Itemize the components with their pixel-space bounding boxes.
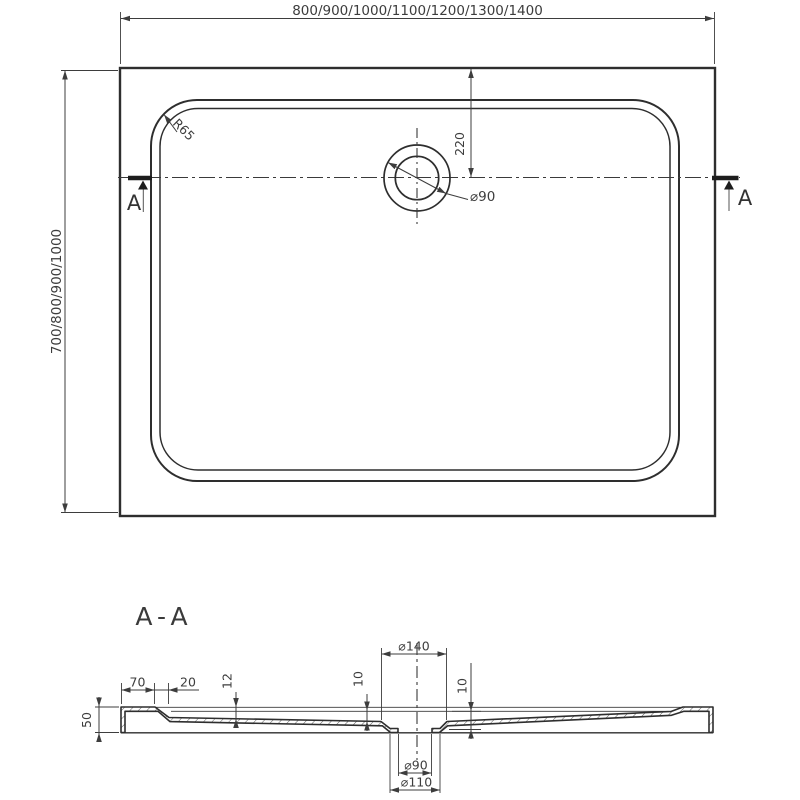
flange-width-text: 70 (129, 674, 146, 690)
drain-hole-diameter-text: ⌀90 (404, 757, 428, 773)
drain-offset-text: 220 (452, 132, 467, 156)
section-title: A-A (135, 602, 193, 631)
recess-top-diameter-dimension (382, 639, 447, 721)
cut-direction-arrow (138, 181, 148, 190)
cut-direction-arrow (724, 181, 734, 190)
shell-cross-section-left (121, 707, 398, 733)
section-cut-marker-left (127, 178, 152, 215)
section-view (79, 602, 713, 793)
recess-depth-dimension (449, 663, 481, 739)
slope-width-text: 20 (180, 674, 196, 690)
drain-diameter-dimension (388, 163, 495, 206)
corner-radius-dimension (164, 115, 198, 144)
cut-label-right: A (737, 186, 753, 210)
tray-height-dimension (79, 697, 119, 742)
drain-diameter-text: ⌀90 (470, 189, 496, 205)
cut-label-left: A (126, 191, 142, 215)
drain-offset-dimension (452, 69, 471, 177)
top-view (49, 3, 753, 516)
width-dimension-text: 800/900/1000/1100/1200/1300/1400 (292, 3, 543, 19)
section-cut-marker-right (712, 178, 753, 211)
corner-radius-text: R65 (169, 115, 198, 144)
flange-width-dimension (122, 675, 155, 705)
slope-width-dimension (155, 675, 200, 705)
leader-tail (446, 194, 468, 200)
tray-height-text: 50 (79, 712, 94, 728)
width-dimension (121, 3, 715, 64)
drain-hole-diameter-dimension (399, 734, 432, 776)
shell-cross-section-right (432, 707, 713, 733)
recess-top-diameter-text: ⌀140 (398, 638, 430, 654)
recess-bottom-diameter-text: ⌀110 (400, 774, 433, 790)
depth-dimension-text: 700/800/900/1000 (49, 228, 65, 355)
depth-dimension (49, 71, 118, 513)
recess-depth-text: 10 (454, 678, 470, 694)
tray-rim-inner-line (160, 109, 670, 471)
floor-depth-text: 10 (350, 671, 366, 687)
rim-height-text: 12 (219, 673, 235, 689)
